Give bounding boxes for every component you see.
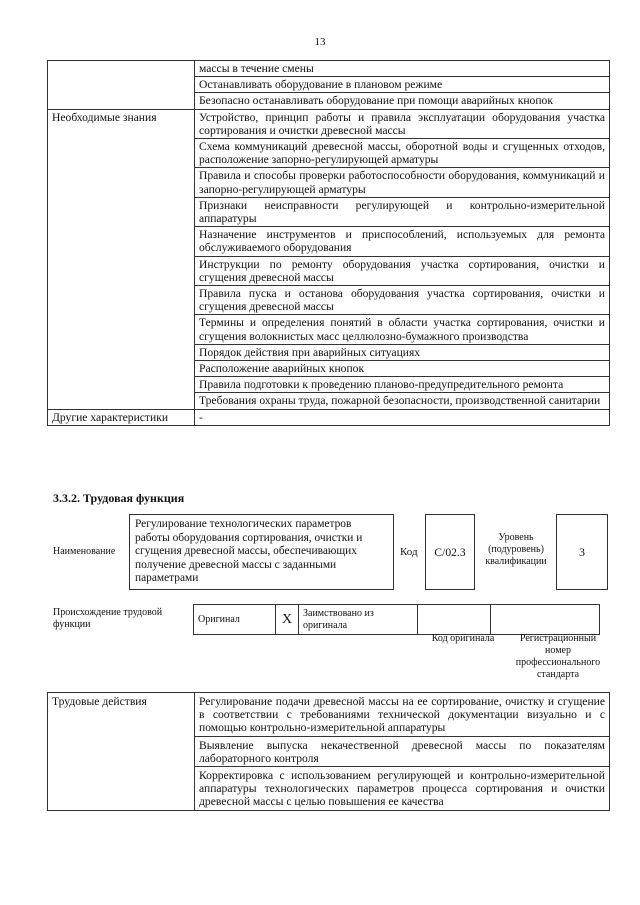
section-title: 3.3.2. Трудовая функция [53,491,185,505]
table-cell: Расположение аварийных кнопок [195,361,610,377]
other-characteristics-label: Другие характеристики [48,409,195,425]
knowledge-label: Необходимые знания [48,109,195,409]
table-cell: Останавливать оборудование в плановом режиме [195,77,610,93]
table-cell: Термины и определения понятий в области участка сортирования, очистки и сгущения волокнистых масс целлюлозно-бумажного производства [195,315,610,344]
origin-table [193,604,600,635]
table-row [48,409,610,425]
table-row [48,109,610,138]
qualification-level-label: Уровень (подуровень) квалификации [485,532,547,567]
original-mark: X [276,605,299,635]
reg-number-label: Регистрационный номер профессионального стандарта [515,633,601,680]
code-label: Код [400,546,418,558]
table-cell: Регулирование подачи древесной массы на ее сортирование, очистку и сгущение в соответствии с требованиями технической документации визуально и с помощью контрольно-измерительной аппаратуры [195,693,610,737]
labor-actions-label: Трудовые действия [48,693,195,811]
table-cell: Требования охраны труда, пожарной безопасности, производственной санитарии [195,393,610,409]
table-cell: Корректировка с использованием регулирующей и контрольно-измерительной аппаратуры технологических параметров процесса сортирования и очистки древесной массы с целью повышения ее качества [195,767,610,811]
original-code-label: Код оригинала [431,633,495,644]
page-number: 13 [314,36,326,48]
other-characteristics-value: - [195,409,610,425]
continuation-label-cell [48,61,195,110]
table-cell: Инструкции по ремонту оборудования участка сортирования, очистки и сгущения древесной массы [195,256,610,285]
table-cell: Назначение инструментов и приспособлений, используемых для ремонта обслуживаемого оборудования [195,227,610,256]
table-cell: Правила пуска и останова оборудования участка сортирования, очистки и сгущения древесной массы [195,286,610,315]
origin-label: Происхождение трудовой функции [53,607,163,630]
borrowed-label: Заимствовано из оригинала [299,605,418,635]
table-cell: Устройство, принцип работы и правила эксплуатации оборудования участка сортирования и очистки древесной массы [195,109,610,138]
table-cell: массы в течение смены [195,61,610,77]
table-cell: Схема коммуникаций древесной массы, оборотной воды и сгущенных отходов, расположение запорно-регулирующей арматуры [195,139,610,168]
function-name-box: Регулирование технологических параметров работы оборудования сортирования, очистки и сгущения древесной массы, обеспечивающих получение древесной массы с заданными параметрами [129,514,394,590]
reg-number-cell [491,605,600,635]
table-cell: Правила подготовки к проведению планово-предупредительного ремонта [195,377,610,393]
table-cell: Выявление выпуска некачественной древесной массы по показателям лабораторного контроля [195,736,610,766]
skills-knowledge-table [47,60,610,426]
table-cell: Порядок действия при аварийных ситуациях [195,344,610,360]
table-cell: Признаки неисправности регулирующей и контрольно-измерительной аппаратуры [195,197,610,226]
labor-actions-table [47,692,610,811]
table-row [194,605,600,635]
table-row [48,61,610,77]
qualification-level-box: 3 [556,514,608,590]
name-label: Наименование [53,546,116,557]
table-cell: Безопасно останавливать оборудование при помощи аварийных кнопок [195,93,610,109]
original-label: Оригинал [194,605,276,635]
code-box: С/02.3 [425,514,475,590]
table-cell: Правила и способы проверки работоспособности оборудования, коммуникаций и запорно-регулирующей арматуры [195,168,610,197]
table-row [48,693,610,737]
original-code-cell [418,605,491,635]
